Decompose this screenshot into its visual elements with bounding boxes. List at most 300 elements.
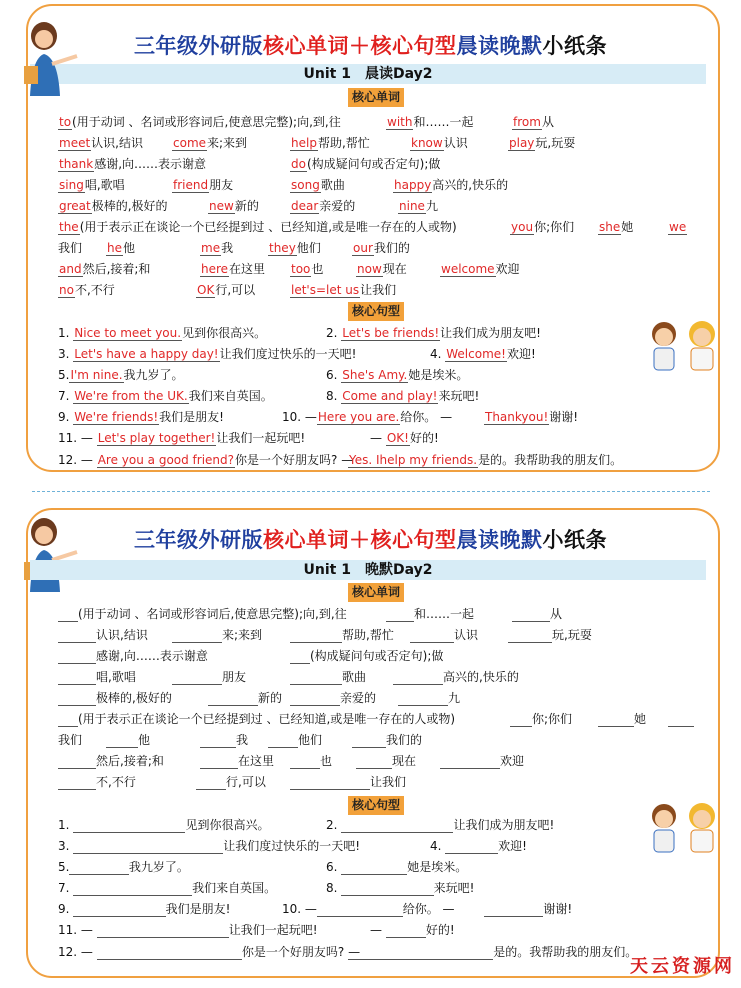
answer-word: song bbox=[291, 178, 320, 192]
answer-blank bbox=[58, 692, 96, 706]
word-meaning: 新的 bbox=[234, 199, 259, 213]
sentence-number: 3. bbox=[58, 347, 74, 361]
word-meaning: (构成疑问句或否定句);做 bbox=[306, 157, 441, 171]
answer-blank bbox=[352, 734, 386, 748]
answer-word: OK bbox=[197, 283, 215, 297]
sentence-number: — bbox=[370, 923, 386, 937]
answer-word: here bbox=[201, 262, 229, 276]
sentence-entry bbox=[430, 838, 527, 854]
answer-blank bbox=[512, 608, 550, 622]
word-entry bbox=[58, 606, 347, 622]
bottom-sentence-heading: 核心句型 bbox=[348, 796, 404, 815]
sentence-meaning: 给你。 — bbox=[402, 902, 455, 916]
word-entry bbox=[440, 753, 524, 769]
sentence-meaning: 谢谢! bbox=[543, 902, 573, 916]
sentence-answer: Thankyou! bbox=[485, 410, 549, 424]
word-meaning: 帮助,帮忙 bbox=[317, 136, 370, 150]
answer-word: too bbox=[291, 262, 311, 276]
word-entry bbox=[356, 261, 407, 277]
word-meaning: 感谢,向……表示谢意 bbox=[96, 649, 208, 663]
kids-illustration bbox=[644, 800, 726, 862]
word-meaning: 他 bbox=[123, 241, 136, 255]
answer-blank bbox=[290, 629, 342, 643]
answer-blank bbox=[58, 776, 96, 790]
sentence-entry bbox=[58, 430, 305, 446]
sentence-entry bbox=[58, 452, 353, 468]
word-entry bbox=[58, 114, 341, 130]
sentence-answer: Are you a good friend? bbox=[97, 453, 235, 467]
sentence-number: 7. bbox=[58, 881, 74, 895]
word-meaning: 唱,歌唱 bbox=[84, 178, 125, 192]
answer-blank bbox=[440, 755, 500, 769]
word-entry bbox=[290, 261, 323, 277]
answer-blank bbox=[290, 776, 370, 790]
sentence-answer: We're friends! bbox=[74, 410, 159, 424]
word-entry bbox=[58, 198, 168, 214]
top-unit-bar: Unit 1 晨读Day2 bbox=[30, 64, 706, 84]
answer-blank bbox=[410, 629, 454, 643]
sentence-number: 11. — bbox=[58, 923, 97, 937]
word-meaning: 高兴的,快乐的 bbox=[443, 670, 519, 684]
answer-blank bbox=[200, 755, 238, 769]
sentence-number: 8. bbox=[326, 389, 342, 403]
answer-word: let's=let us bbox=[291, 283, 360, 297]
sentence-entry bbox=[326, 817, 554, 833]
word-entry bbox=[290, 627, 394, 643]
sentence-entry bbox=[58, 325, 266, 341]
sentence-answer: Welcome! bbox=[446, 347, 506, 361]
word-entry bbox=[58, 156, 206, 172]
sentence-meaning: 你是一个好朋友吗? — bbox=[241, 945, 361, 959]
answer-blank bbox=[393, 671, 443, 685]
word-meaning: (用于表示正在谈论一个已经提到过 、已经知道,或是唯一存在的人或物) bbox=[79, 220, 457, 234]
word-meaning: 感谢,向……表示谢意 bbox=[94, 157, 207, 171]
word-meaning: 我们 bbox=[58, 733, 83, 747]
sentence-blank bbox=[317, 903, 403, 917]
sentence-meaning: 让我们一起玩吧! bbox=[228, 923, 318, 937]
word-meaning: 和……一起 bbox=[413, 115, 474, 129]
sentence-number: 1. bbox=[58, 818, 74, 832]
word-meaning: 来;来到 bbox=[207, 136, 248, 150]
word-meaning: 不,不行 bbox=[96, 775, 136, 789]
word-entry bbox=[290, 177, 345, 193]
word-entry bbox=[508, 135, 575, 151]
sentence-meaning: 欢迎! bbox=[498, 839, 527, 853]
sentence-meaning: 你是一个好朋友吗? — bbox=[235, 453, 354, 467]
word-meaning: 高兴的,快乐的 bbox=[432, 178, 509, 192]
answer-blank bbox=[106, 734, 138, 748]
answer-blank bbox=[58, 755, 96, 769]
sentence-blank bbox=[341, 882, 433, 896]
word-meaning: 在这里 bbox=[229, 262, 266, 276]
sentence-entry bbox=[370, 430, 439, 446]
sentence-answer: OK! bbox=[386, 431, 409, 445]
sentence-number: 10. — bbox=[282, 410, 317, 424]
answer-blank bbox=[268, 734, 298, 748]
answer-blank bbox=[58, 629, 96, 643]
word-entry bbox=[200, 240, 233, 256]
answer-word: happy bbox=[394, 178, 432, 192]
top-title: 三年级外研版核心单词＋核心句型晨读晚默小纸条 bbox=[134, 34, 607, 58]
word-entry bbox=[290, 282, 396, 298]
word-meaning: 玩,玩耍 bbox=[535, 136, 576, 150]
sentence-meaning: 来玩吧! bbox=[433, 881, 475, 895]
answer-word: she bbox=[599, 220, 621, 234]
sentence-number: — bbox=[370, 431, 386, 445]
word-meaning: 让我们 bbox=[370, 775, 407, 789]
sentence-meaning: 让我们一起玩吧! bbox=[216, 431, 306, 445]
word-meaning: 极棒的,极好的 bbox=[96, 691, 172, 705]
sentence-number: 1. bbox=[58, 326, 74, 340]
sentence-entry bbox=[58, 901, 230, 917]
answer-word: me bbox=[201, 241, 221, 255]
sentence-blank bbox=[341, 861, 407, 875]
sentence-entry bbox=[58, 817, 269, 833]
sentence-meaning: 我九岁了。 bbox=[128, 860, 189, 874]
word-entry bbox=[668, 219, 687, 235]
word-entry bbox=[58, 732, 82, 748]
sentence-entry bbox=[58, 922, 318, 938]
word-entry bbox=[440, 261, 520, 277]
word-meaning: (构成疑问句或否定句);做 bbox=[310, 649, 444, 663]
sentence-blank bbox=[73, 882, 192, 896]
sentence-answer: I'm nine. bbox=[70, 368, 123, 382]
sentence-number: 5. bbox=[58, 368, 70, 382]
word-entry bbox=[208, 690, 282, 706]
answer-word: nine bbox=[399, 199, 425, 213]
sentence-blank bbox=[97, 924, 229, 938]
sentence-entry bbox=[348, 452, 622, 468]
word-meaning: 行,可以 bbox=[215, 283, 256, 297]
word-entry bbox=[290, 648, 443, 664]
answer-word: welcome bbox=[441, 262, 495, 276]
answer-word: meet bbox=[59, 136, 91, 150]
word-meaning: 亲爱的 bbox=[340, 691, 377, 705]
word-entry bbox=[290, 669, 366, 685]
word-entry bbox=[386, 606, 474, 622]
word-meaning: 她 bbox=[621, 220, 634, 234]
sentence-entry bbox=[58, 838, 360, 854]
word-entry bbox=[352, 240, 410, 256]
answer-word: now bbox=[357, 262, 382, 276]
word-entry bbox=[172, 135, 247, 151]
word-entry bbox=[290, 198, 355, 214]
answer-blank bbox=[58, 608, 78, 622]
word-meaning: 和……一起 bbox=[414, 607, 475, 621]
word-meaning: (用于动词 、名词或形容词后,使意思完整);向,到,往 bbox=[72, 115, 341, 129]
word-meaning: 玩,玩耍 bbox=[552, 628, 592, 642]
word-entry bbox=[508, 627, 592, 643]
word-meaning: 我们的 bbox=[373, 241, 410, 255]
word-meaning: 欢迎 bbox=[500, 754, 525, 768]
word-meaning: 他 bbox=[138, 733, 151, 747]
sentence-number: 12. — bbox=[58, 453, 97, 467]
word-entry bbox=[398, 690, 460, 706]
word-meaning: 新的 bbox=[258, 691, 283, 705]
answer-blank bbox=[598, 713, 634, 727]
sentence-number: 9. bbox=[58, 410, 74, 424]
word-entry bbox=[398, 198, 438, 214]
word-entry bbox=[290, 753, 332, 769]
answer-blank bbox=[290, 671, 342, 685]
answer-blank bbox=[508, 629, 552, 643]
word-meaning: 认识,结识 bbox=[91, 136, 143, 150]
word-entry bbox=[106, 732, 150, 748]
word-entry bbox=[196, 282, 255, 298]
answer-word: come bbox=[173, 136, 207, 150]
word-meaning: 来;来到 bbox=[222, 628, 263, 642]
sentence-meaning: 我九岁了。 bbox=[123, 368, 184, 382]
word-entry bbox=[58, 282, 115, 298]
sentence-entry bbox=[282, 901, 455, 917]
word-entry bbox=[58, 753, 164, 769]
sentence-meaning: 见到你很高兴。 bbox=[185, 818, 270, 832]
word-entry bbox=[598, 711, 646, 727]
sentence-entry bbox=[430, 346, 536, 362]
sentence-entry bbox=[58, 880, 276, 896]
word-entry bbox=[172, 669, 246, 685]
answer-blank bbox=[200, 734, 236, 748]
word-meaning: 我们 bbox=[58, 241, 83, 255]
word-entry bbox=[58, 240, 82, 256]
word-entry bbox=[393, 177, 508, 193]
sentence-entry bbox=[58, 367, 184, 383]
answer-blank bbox=[290, 692, 340, 706]
sentence-number: 5. bbox=[58, 860, 70, 874]
word-meaning: (用于动词 、名词或形容词后,使意思完整);向,到,往 bbox=[78, 607, 347, 621]
sentence-meaning: 是的。我帮助我的朋友们。 bbox=[478, 453, 623, 467]
word-meaning: 朋友 bbox=[209, 178, 234, 192]
answer-blank bbox=[398, 692, 448, 706]
answer-blank bbox=[58, 650, 96, 664]
answer-blank bbox=[208, 692, 258, 706]
word-meaning: 极棒的,极好的 bbox=[91, 199, 168, 213]
kids-illustration bbox=[644, 318, 726, 380]
sentence-entry bbox=[484, 409, 578, 425]
sentence-meaning: 她是埃米。 bbox=[408, 368, 469, 382]
word-meaning: 然后,接着;和 bbox=[82, 262, 151, 276]
sentence-entry bbox=[58, 859, 189, 875]
answer-word: sing bbox=[59, 178, 84, 192]
answer-blank bbox=[668, 713, 694, 727]
sentence-blank bbox=[69, 861, 128, 875]
word-entry bbox=[510, 219, 574, 235]
answer-word: friend bbox=[173, 178, 209, 192]
sentence-entry bbox=[326, 367, 468, 383]
word-meaning: 认识,结识 bbox=[96, 628, 148, 642]
sentence-answer: Let's have a happy day! bbox=[74, 347, 219, 361]
answer-word: dear bbox=[291, 199, 319, 213]
answer-word: thank bbox=[59, 157, 94, 171]
sentence-blank bbox=[73, 903, 165, 917]
word-entry bbox=[290, 135, 370, 151]
sentence-meaning: 她是埃米。 bbox=[407, 860, 468, 874]
answer-word: play bbox=[509, 136, 535, 150]
word-meaning: 认识 bbox=[443, 136, 468, 150]
answer-word: and bbox=[59, 262, 82, 276]
sentence-meaning: 我们来自英国。 bbox=[188, 389, 273, 403]
word-meaning: 不,不行 bbox=[74, 283, 115, 297]
word-entry bbox=[352, 732, 422, 748]
sentence-meaning: 欢迎! bbox=[506, 347, 536, 361]
sentence-number: 6. bbox=[326, 368, 342, 382]
sentence-number: 2. bbox=[326, 326, 342, 340]
word-entry bbox=[58, 690, 172, 706]
answer-word: they bbox=[269, 241, 296, 255]
sentence-meaning: 我们来自英国。 bbox=[192, 881, 277, 895]
word-meaning: (用于表示正在谈论一个已经提到过 、已经知道,或是唯一存在的人或物) bbox=[78, 712, 455, 726]
word-entry bbox=[58, 219, 457, 235]
sentence-meaning: 是的。我帮助我的朋友们。 bbox=[493, 945, 638, 959]
word-entry bbox=[598, 219, 633, 235]
sentence-entry bbox=[58, 346, 356, 362]
sentence-meaning: 谢谢! bbox=[549, 410, 579, 424]
sentence-meaning: 来玩吧! bbox=[438, 389, 480, 403]
word-meaning: 歌曲 bbox=[342, 670, 367, 684]
word-entry bbox=[208, 198, 259, 214]
word-entry bbox=[668, 711, 694, 727]
sentence-meaning: 给你。 — bbox=[400, 410, 453, 424]
word-entry bbox=[200, 261, 265, 277]
sentence-meaning: 让我们成为朋友吧! bbox=[440, 326, 541, 340]
sentence-answer: Let's play together! bbox=[97, 431, 216, 445]
word-meaning: 现在 bbox=[382, 262, 407, 276]
sentence-number: 2. bbox=[326, 818, 342, 832]
word-entry bbox=[58, 669, 136, 685]
word-meaning: 唱,歌唱 bbox=[96, 670, 136, 684]
sentence-entry bbox=[326, 325, 541, 341]
word-entry bbox=[512, 114, 554, 130]
sentence-answer: Nice to meet you. bbox=[74, 326, 182, 340]
sentence-blank bbox=[97, 946, 242, 960]
word-entry bbox=[410, 135, 468, 151]
sentence-meaning: 让我们成为朋友吧! bbox=[453, 818, 555, 832]
word-entry bbox=[386, 114, 473, 130]
sentence-entry bbox=[58, 388, 273, 404]
word-meaning: 你;你们 bbox=[534, 220, 575, 234]
sentence-number: 3. bbox=[58, 839, 74, 853]
word-meaning: 朋友 bbox=[222, 670, 247, 684]
word-entry bbox=[393, 669, 519, 685]
answer-blank bbox=[58, 671, 96, 685]
sentence-blank bbox=[348, 946, 493, 960]
answer-blank bbox=[510, 713, 532, 727]
sentence-blank bbox=[73, 819, 185, 833]
answer-blank bbox=[172, 671, 222, 685]
word-meaning: 我 bbox=[221, 241, 234, 255]
sentence-entry bbox=[326, 388, 479, 404]
word-meaning: 认识 bbox=[454, 628, 479, 642]
sentence-entry bbox=[326, 880, 474, 896]
answer-word: we bbox=[669, 220, 687, 234]
word-meaning: 九 bbox=[425, 199, 438, 213]
answer-word: know bbox=[411, 136, 443, 150]
answer-word: from bbox=[513, 115, 541, 129]
word-meaning: 从 bbox=[550, 607, 563, 621]
word-entry bbox=[106, 240, 135, 256]
word-entry bbox=[268, 240, 321, 256]
sentence-number: 11. — bbox=[58, 431, 97, 445]
bottom-vocab-heading: 核心单词 bbox=[348, 583, 404, 602]
sentence-entry bbox=[370, 922, 455, 938]
word-meaning: 我 bbox=[236, 733, 249, 747]
word-meaning: 九 bbox=[448, 691, 461, 705]
word-meaning: 欢迎 bbox=[495, 262, 520, 276]
sentence-number: 4. bbox=[430, 839, 446, 853]
answer-word: do bbox=[291, 157, 306, 171]
teacher-illustration bbox=[22, 20, 80, 96]
dashed-divider bbox=[32, 491, 710, 492]
answer-word: with bbox=[387, 115, 413, 129]
answer-blank bbox=[58, 713, 78, 727]
sentence-answer: Come and play! bbox=[342, 389, 438, 403]
sentence-number: 9. bbox=[58, 902, 74, 916]
word-entry bbox=[58, 261, 150, 277]
word-entry bbox=[58, 627, 148, 643]
top-sentence-heading: 核心句型 bbox=[348, 302, 404, 321]
word-entry bbox=[172, 177, 233, 193]
sentence-blank bbox=[386, 924, 426, 938]
sentence-meaning: 让我们度过快乐的一天吧! bbox=[219, 347, 357, 361]
answer-word: great bbox=[59, 199, 91, 213]
word-meaning: 让我们 bbox=[360, 283, 397, 297]
word-meaning: 在这里 bbox=[238, 754, 275, 768]
word-meaning: 行,可以 bbox=[226, 775, 266, 789]
sentence-blank bbox=[445, 840, 498, 854]
sentence-answer: Let's be friends! bbox=[342, 326, 440, 340]
sentence-meaning: 我们是朋友! bbox=[165, 902, 231, 916]
word-entry bbox=[290, 690, 376, 706]
word-meaning: 从 bbox=[541, 115, 554, 129]
answer-word: no bbox=[59, 283, 74, 297]
site-logo: 天云资源网 bbox=[630, 956, 735, 977]
word-meaning: 歌曲 bbox=[320, 178, 345, 192]
word-entry bbox=[196, 774, 266, 790]
word-entry bbox=[200, 753, 274, 769]
sentence-meaning: 让我们度过快乐的一天吧! bbox=[223, 839, 361, 853]
sentence-entry bbox=[348, 944, 637, 960]
word-meaning: 他们 bbox=[296, 241, 321, 255]
answer-word: our bbox=[353, 241, 373, 255]
word-entry bbox=[268, 732, 322, 748]
answer-blank bbox=[196, 776, 226, 790]
sentence-answer: She's Amy. bbox=[342, 368, 408, 382]
word-entry bbox=[290, 156, 440, 172]
word-meaning: 然后,接着;和 bbox=[96, 754, 164, 768]
sentence-meaning: 好的! bbox=[409, 431, 439, 445]
sentence-answer: We're from the UK. bbox=[74, 389, 188, 403]
word-entry bbox=[58, 711, 455, 727]
word-entry bbox=[58, 135, 143, 151]
sentence-number: 6. bbox=[326, 860, 342, 874]
word-meaning: 他们 bbox=[298, 733, 323, 747]
word-meaning: 她 bbox=[634, 712, 647, 726]
word-meaning: 也 bbox=[311, 262, 324, 276]
sentence-entry bbox=[58, 944, 360, 960]
sentence-entry bbox=[282, 409, 452, 425]
word-entry bbox=[200, 732, 248, 748]
sentence-number: 8. bbox=[326, 881, 342, 895]
top-vocab-heading: 核心单词 bbox=[348, 88, 404, 107]
sentence-meaning: 我们是朋友! bbox=[159, 410, 224, 424]
answer-blank bbox=[356, 755, 392, 769]
answer-blank bbox=[290, 650, 310, 664]
word-entry bbox=[58, 648, 208, 664]
word-entry bbox=[512, 606, 562, 622]
answer-word: help bbox=[291, 136, 317, 150]
sentence-meaning: 好的! bbox=[425, 923, 455, 937]
answer-word: to bbox=[59, 115, 72, 129]
